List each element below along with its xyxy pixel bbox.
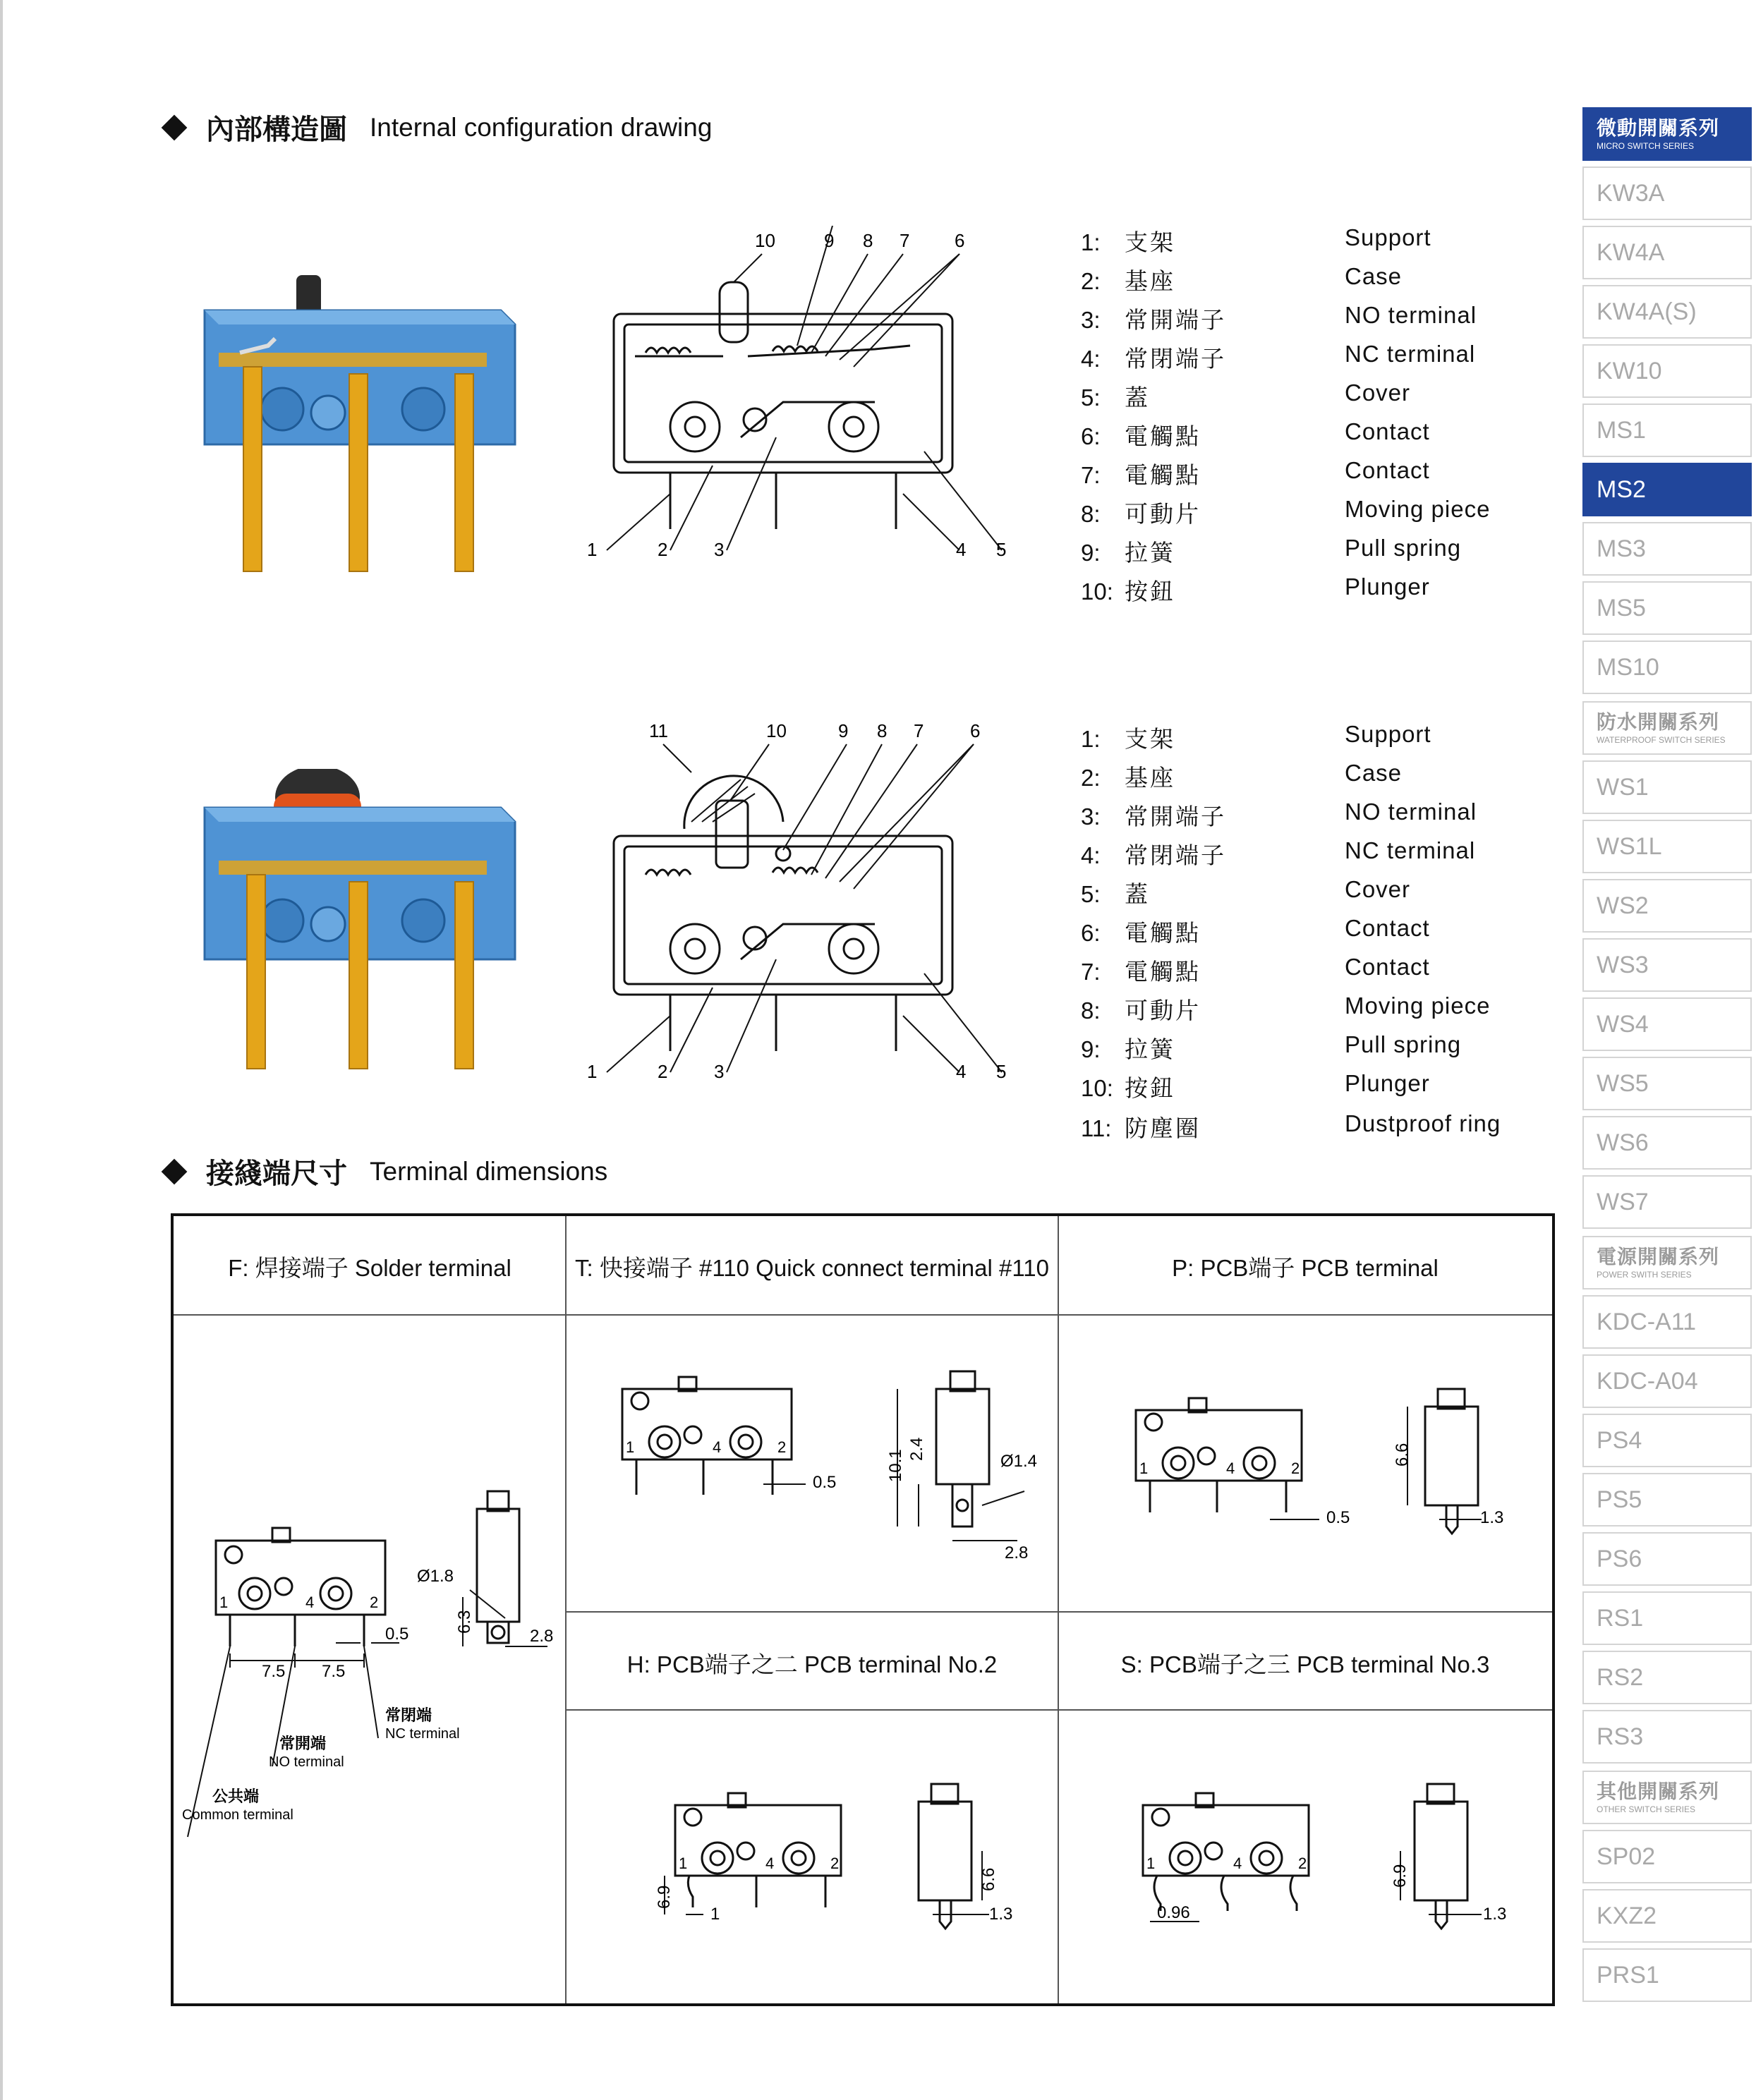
legend-zh: 常閉端子 [1125, 346, 1226, 372]
legend-row [1081, 418, 1430, 451]
category-zh: 電源開關系列 [1597, 1246, 1720, 1268]
legend-num: 4: [1081, 346, 1101, 372]
terminal-1-shape-2 [247, 875, 265, 1069]
sidebar-item-ws1[interactable]: WS1 [1582, 760, 1752, 814]
section-title-terminal [165, 1151, 607, 1191]
dim-S-3: 1.3 [1483, 1905, 1507, 1924]
support-bar-shape-2 [219, 861, 487, 875]
pin-P-4: 4 [1226, 1459, 1235, 1477]
terminal-4-shape [455, 374, 473, 571]
legend-row [1081, 496, 1491, 529]
support-bar-shape [219, 353, 487, 367]
legend-row [1081, 876, 1411, 909]
legend-en: Contact [1345, 954, 1430, 980]
dim-F-1: 7.5 [262, 1662, 286, 1681]
category-zh: 其他開關系列 [1597, 1780, 1720, 1802]
internal-drawing-1 [579, 226, 1030, 564]
category-en: POWER SWITH SERIES [1597, 1270, 1692, 1280]
legend-en: NO terminal [1345, 799, 1477, 825]
diag1-label-4: 4 [956, 539, 967, 560]
legend-en: Plunger [1345, 573, 1430, 600]
com-label-en: Common terminal [182, 1807, 293, 1823]
pin-T-1: 1 [626, 1438, 635, 1456]
legend-en: Case [1345, 263, 1403, 289]
diag2-label-8: 8 [877, 720, 888, 741]
drawing-S [1058, 1710, 1552, 2003]
legend-en: Cover [1345, 876, 1411, 902]
diag2-label-5: 5 [996, 1061, 1007, 1082]
legend-en: NO terminal [1345, 302, 1477, 328]
terminal-3-shape-2 [349, 882, 368, 1069]
dim-T-4: Ø1.4 [1000, 1452, 1038, 1471]
pin-H-2: 2 [830, 1855, 840, 1872]
sidebar-item-sp02[interactable]: SP02 [1582, 1830, 1752, 1883]
rivet-mid-shape [311, 396, 345, 430]
section-title-en: Internal configuration drawing [370, 112, 713, 142]
sidebar-item-ps5[interactable]: PS5 [1582, 1473, 1752, 1527]
legend-row [1081, 837, 1476, 870]
category-zh: 微動開關系列 [1597, 117, 1720, 139]
no-label-zh: 常開端 [279, 1735, 327, 1752]
diag1-label-2: 2 [658, 539, 668, 560]
sidebar-item-ms5[interactable]: MS5 [1582, 581, 1752, 635]
cell-title-T: T: 快接端子 #110 Quick connect terminal #110 [575, 1255, 1049, 1281]
pin-H-4: 4 [765, 1855, 775, 1872]
legend-zh: 蓋 [1125, 881, 1150, 907]
dim-H-2: 1 [710, 1905, 720, 1924]
dim-S-2: 6.9 [1391, 1864, 1410, 1888]
dim-H-3: 6.6 [979, 1867, 998, 1891]
sidebar-item-ms1[interactable]: MS1 [1582, 403, 1752, 457]
legend-num: 1: [1081, 726, 1101, 752]
legend-en: Contact [1345, 915, 1430, 941]
dim-F-5: Ø1.8 [417, 1567, 454, 1586]
legend-num: 5: [1081, 881, 1101, 907]
legend-num: 5: [1081, 384, 1101, 411]
legend-en: Case [1345, 760, 1403, 786]
diag1-label-7: 7 [900, 230, 910, 251]
diag1-label-1: 1 [587, 539, 598, 560]
legend-zh: 按鈕 [1125, 1075, 1175, 1101]
sidebar-item-kw4a[interactable]: KW4A [1582, 226, 1752, 279]
legend-num: 7: [1081, 959, 1101, 985]
case-top-shape [205, 310, 515, 324]
legend-zh: 電觸點 [1125, 423, 1201, 449]
diag2-label-3: 3 [714, 1061, 725, 1082]
legend-num: 3: [1081, 803, 1101, 830]
terminal-4-shape-2 [455, 882, 473, 1069]
sidebar-item-ws5[interactable]: WS5 [1582, 1057, 1752, 1110]
rivet-right-shape [402, 388, 444, 430]
case-top-shape-2 [205, 808, 515, 822]
legend-num: 3: [1081, 307, 1101, 333]
legend-zh: 常開端子 [1125, 307, 1226, 333]
dim-T-1: 0.5 [813, 1473, 837, 1492]
legend-row [1081, 721, 1431, 754]
cell-title-H: H: PCB端子之二 PCB terminal No.2 [626, 1651, 998, 1677]
legend-num: 2: [1081, 268, 1101, 294]
dim-T-5: 2.8 [1005, 1543, 1029, 1562]
sidebar-item-ps4[interactable]: PS4 [1582, 1414, 1752, 1467]
legend-row [1081, 1110, 1501, 1143]
terminal-3-shape [349, 374, 368, 571]
legend-zh: 電觸點 [1125, 920, 1201, 946]
rivet-mid-shape-2 [311, 907, 345, 941]
dim-P-1: 0.5 [1326, 1508, 1350, 1527]
legend-en: Pull spring [1345, 1031, 1462, 1057]
dim-S-1: 0.96 [1157, 1903, 1190, 1922]
category-en: WATERPROOF SWITCH SERIES [1597, 735, 1726, 745]
sidebar-item-ms2[interactable]: MS2 [1582, 463, 1752, 516]
legend-num: 2: [1081, 765, 1101, 791]
sidebar-item-kw10[interactable]: KW10 [1582, 344, 1752, 398]
legend-row [1081, 457, 1430, 490]
sidebar-item-kdc-a04[interactable]: KDC-A04 [1582, 1354, 1752, 1408]
pin-S-1: 1 [1146, 1855, 1156, 1872]
section-title-zh: 接綫端尺寸 [206, 1158, 347, 1189]
legend-zh: 常閉端子 [1125, 842, 1226, 868]
legend-row [1081, 341, 1476, 374]
legend-zh: 蓋 [1125, 384, 1150, 411]
legend-row [1081, 535, 1462, 568]
internal-drawing-2 [579, 716, 1030, 1083]
pin-T-4: 4 [713, 1438, 722, 1456]
legend-num: 6: [1081, 423, 1101, 449]
com-label-zh: 公共端 [212, 1788, 260, 1805]
legend-num: 9: [1081, 1036, 1101, 1062]
dim-T-2: 10.1 [886, 1449, 905, 1482]
dim-H-4: 1.3 [989, 1905, 1013, 1924]
sidebar-item-ws7[interactable]: WS7 [1582, 1175, 1752, 1229]
legend-num: 10: [1081, 578, 1113, 605]
sidebar-item-ms10[interactable]: MS10 [1582, 641, 1752, 694]
sidebar-item-ms3[interactable]: MS3 [1582, 522, 1752, 576]
legend-row [1081, 915, 1430, 948]
legend-row [1081, 263, 1403, 296]
legend-en: NC terminal [1345, 341, 1476, 367]
sidebar-item-kxz2[interactable]: KXZ2 [1582, 1889, 1752, 1943]
sidebar-item-ws2[interactable]: WS2 [1582, 879, 1752, 933]
legend-zh: 電觸點 [1125, 959, 1201, 985]
legend-row [1081, 573, 1430, 607]
diag1-label-10: 10 [755, 230, 775, 251]
legend-zh: 按鈕 [1125, 578, 1175, 605]
legend-row [1081, 799, 1477, 832]
legend-en: Plunger [1345, 1070, 1430, 1096]
legend-num: 1: [1081, 229, 1101, 255]
nc-label-en: NC terminal [385, 1726, 460, 1742]
sidebar-category-power[interactable] [1582, 1236, 1752, 1289]
cell-title-F: F: 焊接端子 Solder terminal [228, 1255, 511, 1281]
sidebar-item-kw3a[interactable]: KW3A [1582, 166, 1752, 220]
dim-T-3: 2.4 [907, 1437, 926, 1461]
legend-zh: 可動片 [1125, 997, 1201, 1024]
sidebar-item-ws6[interactable]: WS6 [1582, 1116, 1752, 1170]
category-en: MICRO SWITCH SERIES [1597, 141, 1695, 151]
dim-F-4: 6.3 [455, 1610, 474, 1634]
sidebar-item-ps6[interactable]: PS6 [1582, 1532, 1752, 1586]
switch-photo-1 [190, 268, 522, 593]
diamond-bullet-icon [162, 114, 188, 140]
sidebar-category-waterproof[interactable] [1582, 701, 1752, 755]
diag2-label-7: 7 [914, 720, 924, 741]
terminal-dimensions-table [171, 1213, 1555, 2006]
pin-T-2: 2 [777, 1438, 787, 1456]
drawing-P [1058, 1315, 1552, 1612]
switch-photo-2 [190, 769, 522, 1079]
legend-zh: 拉簧 [1125, 540, 1175, 566]
sidebar-item-kdc-a11[interactable]: KDC-A11 [1582, 1295, 1752, 1349]
pin-H-1: 1 [679, 1855, 688, 1872]
legend-zh: 常開端子 [1125, 803, 1226, 830]
diag2-label-6: 6 [970, 720, 981, 741]
pin-S-4: 4 [1233, 1855, 1242, 1872]
legend-en: Pull spring [1345, 535, 1462, 561]
sidebar-item-prs1[interactable]: PRS1 [1582, 1948, 1752, 2002]
legend-row [1081, 954, 1430, 987]
sidebar-category-other[interactable] [1582, 1771, 1752, 1824]
diamond-bullet-icon [162, 1158, 188, 1184]
legend-num: 9: [1081, 540, 1101, 566]
diag1-label-8: 8 [863, 230, 873, 251]
legend-zh: 基座 [1125, 765, 1175, 791]
legend-zh: 防塵圈 [1125, 1115, 1201, 1141]
legend-zh: 基座 [1125, 268, 1175, 294]
legend-num: 4: [1081, 842, 1101, 868]
cell-title-S: S: PCB端子之三 PCB terminal No.3 [1120, 1651, 1490, 1677]
diag2-label-1: 1 [587, 1061, 598, 1082]
legend-num: 10: [1081, 1075, 1113, 1101]
legend-en: Moving piece [1345, 993, 1491, 1019]
sidebar-item-ws4[interactable]: WS4 [1582, 997, 1752, 1051]
dim-F-2: 7.5 [322, 1662, 346, 1681]
pin-F-2: 2 [370, 1594, 379, 1611]
legend-row [1081, 1070, 1430, 1103]
legend-row [1081, 1031, 1462, 1064]
drawing-H [566, 1710, 1058, 2003]
legend-row [1081, 224, 1431, 257]
section-title-en: Terminal dimensions [370, 1156, 608, 1186]
dim-P-2: 6.6 [1393, 1443, 1412, 1467]
section-title-internal [165, 107, 712, 147]
sidebar-item-ws1l[interactable]: WS1L [1582, 820, 1752, 873]
section-title-zh: 內部構造圖 [206, 114, 347, 145]
legend-en: Dustproof ring [1345, 1110, 1501, 1136]
sidebar-item-kw4a-s[interactable]: KW4A(S) [1582, 285, 1752, 339]
pin-P-1: 1 [1139, 1459, 1149, 1477]
diag1-label-3: 3 [714, 539, 725, 560]
pin-S-2: 2 [1298, 1855, 1307, 1872]
drawing-F [174, 1315, 566, 2003]
legend-zh: 支架 [1125, 726, 1175, 752]
sidebar-item-rs2[interactable]: RS2 [1582, 1651, 1752, 1704]
legend-row [1081, 302, 1477, 335]
diag2-label-11: 11 [649, 720, 668, 741]
legend-zh: 拉簧 [1125, 1036, 1175, 1062]
legend-num: 6: [1081, 920, 1101, 946]
legend-row [1081, 993, 1491, 1026]
legend-zh: 可動片 [1125, 501, 1201, 527]
legend-en: NC terminal [1345, 837, 1476, 863]
legend-num: 11: [1081, 1115, 1112, 1141]
no-label-en: NO terminal [269, 1754, 344, 1770]
diag1-label-9: 9 [824, 230, 835, 251]
diag2-label-9: 9 [838, 720, 849, 741]
dim-F-3: 0.5 [385, 1625, 409, 1644]
category-zh: 防水開關系列 [1597, 711, 1720, 733]
pin-F-4: 4 [305, 1594, 315, 1611]
sidebar-category-micro[interactable] [1582, 107, 1752, 161]
rivet-left-shape [261, 388, 303, 430]
rivet-right-shape-2 [402, 899, 444, 942]
pin-F-1: 1 [219, 1594, 229, 1611]
cell-title-P: P: PCB端子 PCB terminal [1172, 1255, 1439, 1281]
legend-row [1081, 380, 1411, 413]
legend-en: Support [1345, 721, 1431, 747]
dim-P-3: 1.3 [1480, 1508, 1504, 1527]
legend-num: 8: [1081, 997, 1101, 1024]
dim-H-1: 6.9 [655, 1885, 674, 1909]
legend-zh: 支架 [1125, 229, 1175, 255]
terminal-1-shape [243, 367, 262, 571]
sidebar-item-rs3[interactable]: RS3 [1582, 1710, 1752, 1764]
legend-en: Cover [1345, 380, 1411, 406]
legend-en: Support [1345, 224, 1431, 250]
page-edge [0, 0, 3, 2100]
legend-num: 8: [1081, 501, 1101, 527]
legend-row [1081, 760, 1403, 793]
legend-zh: 電觸點 [1125, 462, 1201, 488]
diag1-label-5: 5 [996, 539, 1007, 560]
legend-en: Contact [1345, 418, 1430, 444]
rivet-left-shape-2 [261, 899, 303, 942]
drawing-T [566, 1315, 1058, 1612]
diag2-label-2: 2 [658, 1061, 668, 1082]
legend-en: Moving piece [1345, 496, 1491, 522]
sidebar-item-rs1[interactable]: RS1 [1582, 1591, 1752, 1645]
dim-F-6: 2.8 [530, 1627, 554, 1646]
legend-en: Contact [1345, 457, 1430, 483]
diag2-label-10: 10 [766, 720, 787, 741]
nc-label-zh: 常閉端 [385, 1706, 432, 1724]
pin-P-2: 2 [1291, 1459, 1300, 1477]
diag1-label-6: 6 [955, 230, 965, 251]
category-en: OTHER SWITCH SERIES [1597, 1804, 1696, 1814]
sidebar-item-ws3[interactable]: WS3 [1582, 938, 1752, 992]
diag2-label-4: 4 [956, 1061, 967, 1082]
legend-num: 7: [1081, 462, 1101, 488]
